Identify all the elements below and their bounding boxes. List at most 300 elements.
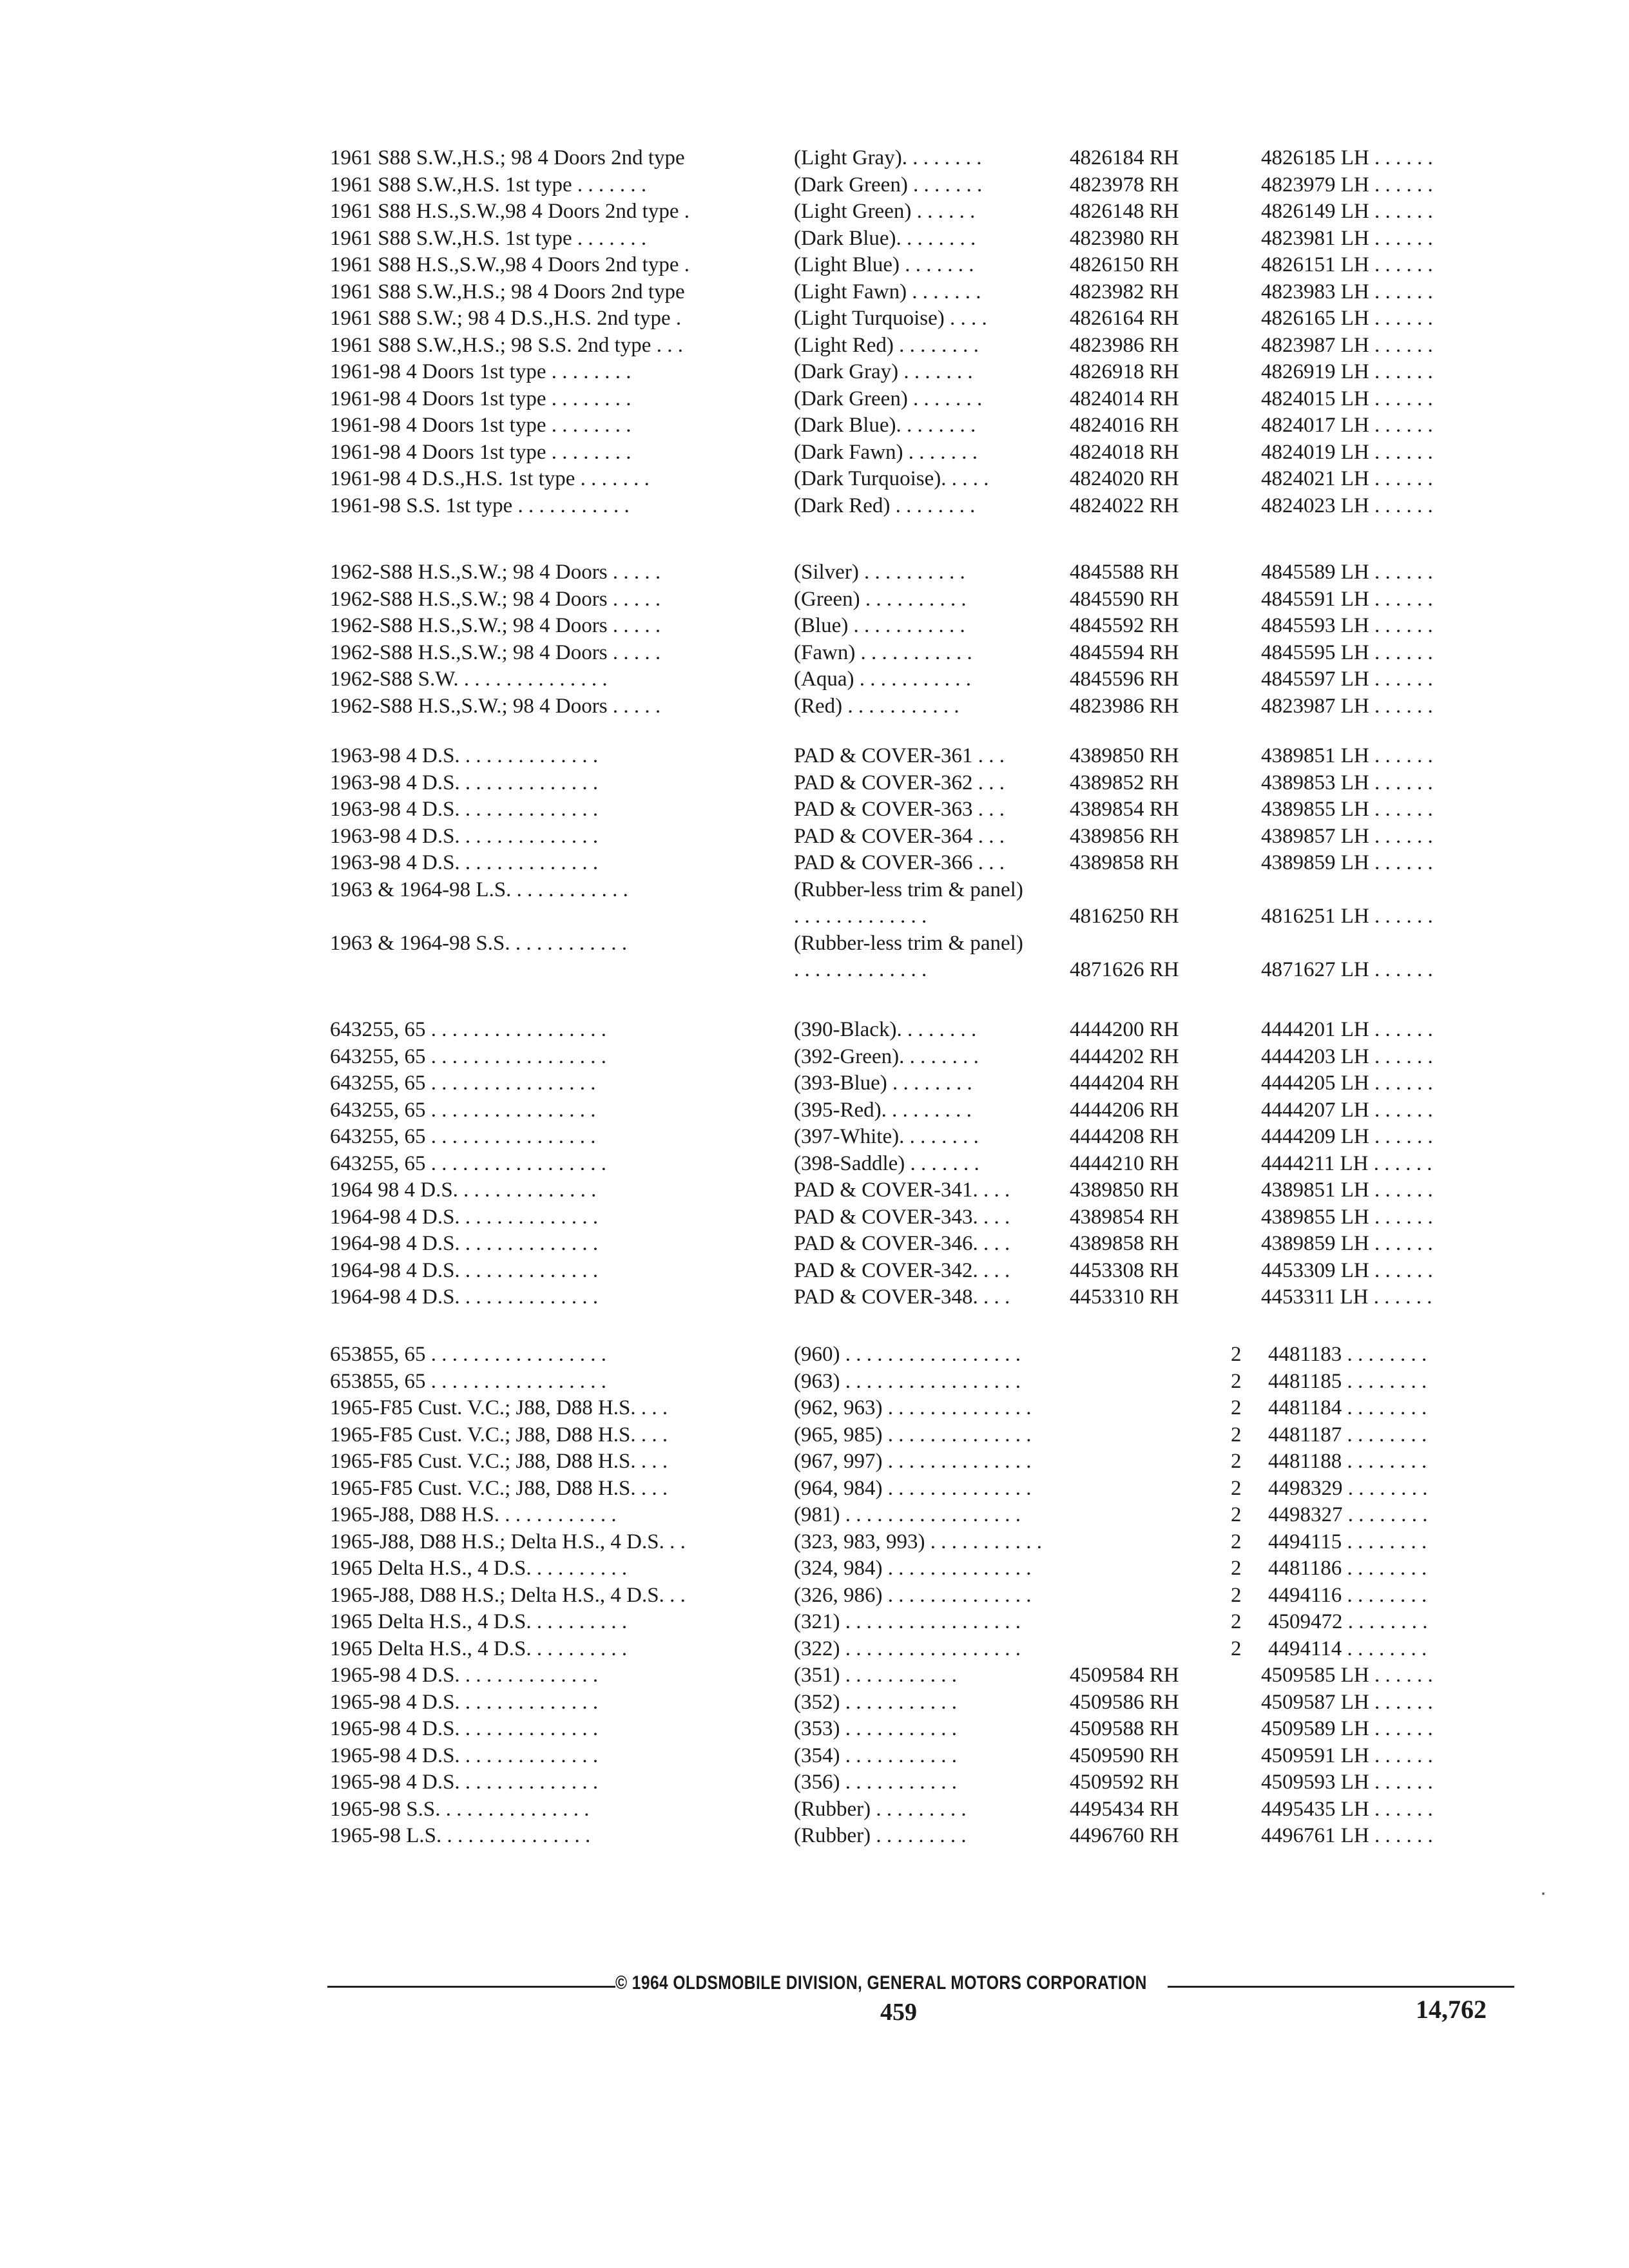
- quantity-cell: 2: [1231, 1530, 1242, 1553]
- list-item: [0, 1662, 1629, 1689]
- lh-part-cell: 4389855 LH . . . . . .: [1261, 1205, 1433, 1229]
- application-cell: 1961 S88 S.W.,H.S. 1st type . . . . . . .: [330, 226, 647, 250]
- application-cell: 1965-J88, D88 H.S. . . . . . . . . . . .: [330, 1503, 617, 1526]
- rh-part-cell: 4453310 RH: [1070, 1285, 1179, 1309]
- application-cell: 1961 S88 S.W.,H.S. 1st type . . . . . . .: [330, 173, 647, 197]
- footer-copyright: © 1964 OLDSMOBILE DIVISION, GENERAL MOTORS CORPORATION: [615, 1972, 1147, 1994]
- list-item: [0, 1555, 1629, 1582]
- part-number-cell: 4498329 . . . . . . . .: [1268, 1476, 1428, 1500]
- list-item: [0, 1341, 1629, 1369]
- rh-part-cell: 4444204 RH: [1070, 1072, 1179, 1095]
- rh-part-cell: 4509584 RH: [1070, 1664, 1179, 1687]
- application-cell: 1965-F85 Cust. V.C.; J88, D88 H.S. . . .: [330, 1476, 668, 1500]
- lh-part-cell: 4823981 LH . . . . . .: [1261, 226, 1433, 250]
- lh-part-cell: 4816251 LH . . . . . .: [1261, 905, 1433, 928]
- lh-part-cell: 4444211 LH . . . . . .: [1261, 1151, 1432, 1175]
- list-item: [0, 359, 1629, 386]
- list-item: [0, 743, 1629, 770]
- rh-part-cell: 4826148 RH: [1070, 200, 1179, 223]
- list-item: [0, 1422, 1629, 1449]
- application-cell: 643255, 65 . . . . . . . . . . . . . . . . .: [330, 1018, 606, 1041]
- list-item: [0, 466, 1629, 493]
- description-cell: (Silver) . . . . . . . . . .: [794, 561, 965, 584]
- description-cell: PAD & COVER-346. . . .: [794, 1232, 1010, 1255]
- lh-part-cell: 4496761 LH . . . . . .: [1261, 1824, 1433, 1847]
- rh-part-cell: 4824022 RH: [1070, 494, 1179, 517]
- description-cell: (395-Red). . . . . . . . .: [794, 1098, 972, 1122]
- application-cell: 1965-98 4 D.S. . . . . . . . . . . . . .: [330, 1664, 599, 1687]
- list-item: [0, 693, 1629, 720]
- application-cell: 1961-98 S.S. 1st type . . . . . . . . . . .: [330, 494, 630, 517]
- description-cell: (354) . . . . . . . . . . .: [794, 1744, 957, 1767]
- list-item: [0, 1231, 1629, 1258]
- description-cell: (392-Green). . . . . . . .: [794, 1044, 979, 1068]
- part-number-cell: 4494116 . . . . . . . .: [1268, 1583, 1427, 1607]
- stray-mark: [1542, 1892, 1545, 1895]
- rh-part-cell: 4845596 RH: [1070, 668, 1179, 691]
- list-item: [0, 1502, 1629, 1529]
- list-item: [0, 586, 1629, 613]
- list-item: [0, 1796, 1629, 1823]
- application-cell: 653855, 65 . . . . . . . . . . . . . . . . .: [330, 1343, 606, 1366]
- application-cell: 1964-98 4 D.S. . . . . . . . . . . . . .: [330, 1285, 599, 1309]
- lh-part-cell: 4444203 LH . . . . . .: [1261, 1044, 1433, 1068]
- lh-part-cell: 4444201 LH . . . . . .: [1261, 1018, 1433, 1041]
- application-cell: 643255, 65 . . . . . . . . . . . . . . . . .: [330, 1151, 606, 1175]
- description-cell: (Light Gray). . . . . . . .: [794, 146, 982, 169]
- description-cell: (323, 983, 993) . . . . . . . . . . .: [794, 1530, 1042, 1553]
- rh-part-cell: 4444202 RH: [1070, 1044, 1179, 1068]
- list-item: [0, 1769, 1629, 1796]
- application-cell: 1961-98 4 Doors 1st type . . . . . . . .: [330, 387, 631, 410]
- rh-part-cell: 4389850 RH: [1070, 1178, 1179, 1202]
- rh-part-cell: 4826164 RH: [1070, 307, 1179, 330]
- description-cell: (Rubber-less trim & panel): [794, 931, 1023, 955]
- application-cell: 1965 Delta H.S., 4 D.S. . . . . . . . . .: [330, 1610, 628, 1633]
- rh-part-cell: 4444206 RH: [1070, 1098, 1179, 1122]
- description-cell: PAD & COVER-343. . . .: [794, 1205, 1010, 1229]
- lh-part-cell: 4845597 LH . . . . . .: [1261, 668, 1433, 691]
- rh-part-cell: 4823986 RH: [1070, 333, 1179, 357]
- application-cell: 1961-98 4 Doors 1st type . . . . . . . .: [330, 440, 631, 464]
- lh-part-cell: 4495435 LH . . . . . .: [1261, 1797, 1433, 1821]
- application-cell: 1965-F85 Cust. V.C.; J88, D88 H.S. . . .: [330, 1396, 668, 1419]
- application-cell: 1961 S88 S.W.,H.S.; 98 4 Doors 2nd type: [330, 280, 685, 303]
- description-cell: (965, 985) . . . . . . . . . . . . . .: [794, 1423, 1032, 1446]
- rh-part-cell: 4444208 RH: [1070, 1125, 1179, 1148]
- list-item: [0, 1823, 1629, 1850]
- description-cell: (Green) . . . . . . . . . .: [794, 587, 967, 611]
- list-item: [0, 1743, 1629, 1770]
- description-cell: (352) . . . . . . . . . . .: [794, 1690, 957, 1714]
- lh-part-cell: 4826151 LH . . . . . .: [1261, 253, 1433, 276]
- application-cell: 1962-S88 H.S.,S.W.; 98 4 Doors . . . . .: [330, 640, 661, 664]
- description-cell: (Dark Green) . . . . . . .: [794, 387, 983, 410]
- rh-part-cell: 4823980 RH: [1070, 226, 1179, 250]
- rh-part-cell: 4823978 RH: [1070, 173, 1179, 197]
- list-item: [0, 1204, 1629, 1231]
- lh-part-cell: 4389851 LH . . . . . .: [1261, 1178, 1433, 1202]
- application-cell: 1965-J88, D88 H.S.; Delta H.S., 4 D.S. . .: [330, 1530, 686, 1553]
- list-item: [0, 172, 1629, 199]
- rh-part-cell: 4816250 RH: [1070, 905, 1179, 928]
- rh-part-cell: 4826918 RH: [1070, 360, 1179, 383]
- list-item: [0, 640, 1629, 667]
- description-cell: (Dark Fawn) . . . . . . .: [794, 440, 978, 464]
- rh-part-cell: 4823982 RH: [1070, 280, 1179, 303]
- lh-part-cell: 4509591 LH . . . . . .: [1261, 1744, 1433, 1767]
- lh-part-cell: 4824017 LH . . . . . .: [1261, 414, 1433, 437]
- list-item: [0, 1395, 1629, 1422]
- description-cell: (353) . . . . . . . . . . .: [794, 1717, 957, 1740]
- list-item: [0, 1124, 1629, 1151]
- lh-part-cell: 4845589 LH . . . . . .: [1261, 561, 1433, 584]
- list-item: [0, 1151, 1629, 1178]
- application-cell: 1961-98 4 D.S.,H.S. 1st type . . . . . . .: [330, 467, 650, 490]
- quantity-cell: 2: [1231, 1583, 1242, 1607]
- application-cell: 1963-98 4 D.S. . . . . . . . . . . . . .: [330, 851, 599, 874]
- part-number-cell: 4481183 . . . . . . . .: [1268, 1343, 1427, 1366]
- application-cell: 1961 S88 S.W.,H.S.; 98 4 Doors 2nd type: [330, 146, 685, 169]
- lh-part-cell: 4824023 LH . . . . . .: [1261, 494, 1433, 517]
- description-cell: (960) . . . . . . . . . . . . . . . . .: [794, 1343, 1021, 1366]
- application-cell: 1963 & 1964-98 S.S. . . . . . . . . . . .: [330, 931, 628, 955]
- description-cell: (981) . . . . . . . . . . . . . . . . .: [794, 1503, 1021, 1526]
- lh-part-cell: 4453311 LH . . . . . .: [1261, 1285, 1432, 1309]
- application-cell: 1963 & 1964-98 L.S. . . . . . . . . . . .: [330, 878, 628, 901]
- application-cell: 1961 S88 H.S.,S.W.,98 4 Doors 2nd type .: [330, 253, 689, 276]
- lh-part-cell: 4389855 LH . . . . . .: [1261, 798, 1433, 821]
- part-number-cell: 4498327 . . . . . . . .: [1268, 1503, 1428, 1526]
- application-cell: 643255, 65 . . . . . . . . . . . . . . . .: [330, 1072, 596, 1095]
- description-cell: (964, 984) . . . . . . . . . . . . . .: [794, 1476, 1032, 1500]
- description-cell: PAD & COVER-364 . . .: [794, 824, 1005, 848]
- part-number-cell: 4494115 . . . . . . . .: [1268, 1530, 1427, 1553]
- application-cell: 1961 S88 H.S.,S.W.,98 4 Doors 2nd type .: [330, 200, 689, 223]
- description-cell: (967, 997) . . . . . . . . . . . . . .: [794, 1450, 1032, 1473]
- rh-part-cell: 4845594 RH: [1070, 640, 1179, 664]
- rh-part-cell: 4871626 RH: [1070, 958, 1179, 981]
- quantity-cell: 2: [1231, 1610, 1242, 1633]
- application-cell: 1964-98 4 D.S. . . . . . . . . . . . . .: [330, 1258, 599, 1282]
- lh-part-cell: 4845593 LH . . . . . .: [1261, 614, 1433, 637]
- lh-part-cell: 4826149 LH . . . . . .: [1261, 200, 1433, 223]
- parts-group: [0, 1017, 1629, 1311]
- application-cell: 1964-98 4 D.S. . . . . . . . . . . . . .: [330, 1232, 599, 1255]
- list-item: [0, 930, 1629, 957]
- rh-part-cell: 4495434 RH: [1070, 1797, 1179, 1821]
- lh-part-cell: 4823987 LH . . . . . .: [1261, 694, 1433, 718]
- rh-part-cell: 4453308 RH: [1070, 1258, 1179, 1282]
- rh-part-cell: 4389850 RH: [1070, 744, 1179, 767]
- description-cell: (Light Red) . . . . . . . .: [794, 333, 979, 357]
- part-number-cell: 4481186 . . . . . . . .: [1268, 1557, 1427, 1580]
- description-cell: (Rubber-less trim & panel): [794, 878, 1023, 901]
- list-item: [0, 1097, 1629, 1124]
- description-cell: (356) . . . . . . . . . . .: [794, 1771, 957, 1794]
- description-cell: PAD & COVER-348. . . .: [794, 1285, 1010, 1309]
- lh-part-cell: 4823983 LH . . . . . .: [1261, 280, 1433, 303]
- description-cell: (Rubber) . . . . . . . . .: [794, 1797, 967, 1821]
- footer-rule-left: [327, 1986, 615, 1988]
- parts-group: [0, 145, 1629, 519]
- rh-part-cell: 4845592 RH: [1070, 614, 1179, 637]
- list-item: [0, 1636, 1629, 1663]
- rh-part-cell: 4444210 RH: [1070, 1151, 1179, 1175]
- list-item: [0, 1609, 1629, 1636]
- description-cell: (Dark Green) . . . . . . .: [794, 173, 983, 197]
- application-cell: 1965 Delta H.S., 4 D.S. . . . . . . . . .: [330, 1557, 628, 1580]
- description-cell: (Red) . . . . . . . . . . .: [794, 694, 959, 718]
- description-cell: (393-Blue) . . . . . . . .: [794, 1072, 972, 1095]
- application-cell: 1962-S88 H.S.,S.W.; 98 4 Doors . . . . .: [330, 561, 661, 584]
- application-cell: 1964 98 4 D.S. . . . . . . . . . . . . .: [330, 1178, 597, 1202]
- quantity-cell: 2: [1231, 1450, 1242, 1473]
- lh-part-cell: 4826919 LH . . . . . .: [1261, 360, 1433, 383]
- lh-part-cell: 4824019 LH . . . . . .: [1261, 440, 1433, 464]
- list-item: [0, 1529, 1629, 1556]
- lh-part-cell: 4444205 LH . . . . . .: [1261, 1072, 1433, 1095]
- description-cell: (Fawn) . . . . . . . . . . .: [794, 640, 972, 664]
- list-item: [0, 1070, 1629, 1097]
- description-cell: (Dark Blue). . . . . . . .: [794, 414, 976, 437]
- description-cell: (324, 984) . . . . . . . . . . . . . .: [794, 1557, 1032, 1580]
- list-item: [0, 145, 1629, 172]
- quantity-cell: 2: [1231, 1557, 1242, 1580]
- description-cell: (321) . . . . . . . . . . . . . . . . .: [794, 1610, 1021, 1633]
- part-number-cell: 4481187 . . . . . . . .: [1268, 1423, 1427, 1446]
- application-cell: 1965-F85 Cust. V.C.; J88, D88 H.S. . . .: [330, 1423, 668, 1446]
- description-cell: . . . . . . . . . . . . .: [794, 958, 927, 981]
- description-cell: (Aqua) . . . . . . . . . . .: [794, 668, 971, 691]
- list-item: [0, 1448, 1629, 1475]
- reference-number: 14,762: [1416, 1995, 1487, 2024]
- application-cell: 1963-98 4 D.S. . . . . . . . . . . . . .: [330, 824, 599, 848]
- rh-part-cell: 4389856 RH: [1070, 824, 1179, 848]
- application-cell: 1965-98 L.S. . . . . . . . . . . . . . .: [330, 1824, 591, 1847]
- rh-part-cell: 4824014 RH: [1070, 387, 1179, 410]
- application-cell: 1965-98 4 D.S. . . . . . . . . . . . . .: [330, 1717, 599, 1740]
- description-cell: (Light Green) . . . . . .: [794, 200, 976, 223]
- footer-rule-right: [1168, 1986, 1514, 1988]
- description-cell: (Light Fawn) . . . . . . .: [794, 280, 981, 303]
- description-cell: PAD & COVER-341. . . .: [794, 1178, 1010, 1202]
- list-item: [0, 1716, 1629, 1743]
- description-cell: (Dark Gray) . . . . . . .: [794, 360, 973, 383]
- list-item: [0, 439, 1629, 466]
- list-item: [0, 559, 1629, 586]
- quantity-cell: 2: [1231, 1369, 1242, 1393]
- application-cell: 1961 S88 S.W.,H.S.; 98 S.S. 2nd type . . .: [330, 333, 683, 357]
- list-item: [0, 1177, 1629, 1204]
- list-item: [0, 1475, 1629, 1503]
- quantity-cell: 2: [1231, 1423, 1242, 1446]
- application-cell: 643255, 65 . . . . . . . . . . . . . . . .: [330, 1098, 596, 1122]
- description-cell: PAD & COVER-361 . . .: [794, 744, 1005, 767]
- list-item: [0, 1582, 1629, 1610]
- rh-part-cell: 4389858 RH: [1070, 851, 1179, 874]
- description-cell: PAD & COVER-362 . . .: [794, 771, 1005, 794]
- lh-part-cell: 4823979 LH . . . . . .: [1261, 173, 1433, 197]
- lh-part-cell: 4389859 LH . . . . . .: [1261, 1232, 1433, 1255]
- list-item: [0, 1258, 1629, 1285]
- lh-part-cell: 4453309 LH . . . . . .: [1261, 1258, 1433, 1282]
- application-cell: 1961 S88 S.W.; 98 4 D.S.,H.S. 2nd type .: [330, 307, 682, 330]
- description-cell: PAD & COVER-363 . . .: [794, 798, 1005, 821]
- description-cell: (Rubber) . . . . . . . . .: [794, 1824, 967, 1847]
- rh-part-cell: 4509590 RH: [1070, 1744, 1179, 1767]
- rh-part-cell: 4824020 RH: [1070, 467, 1179, 490]
- application-cell: 1962-S88 S.W. . . . . . . . . . . . . . .: [330, 668, 608, 691]
- application-cell: 1964-98 4 D.S. . . . . . . . . . . . . .: [330, 1205, 599, 1229]
- quantity-cell: 2: [1231, 1396, 1242, 1419]
- list-item: [0, 823, 1629, 850]
- list-item: [0, 957, 1629, 984]
- quantity-cell: 2: [1231, 1343, 1242, 1366]
- rh-part-cell: 4509588 RH: [1070, 1717, 1179, 1740]
- description-cell: (Dark Red) . . . . . . . .: [794, 494, 976, 517]
- list-item: [0, 412, 1629, 439]
- list-item: [0, 1284, 1629, 1311]
- lh-part-cell: 4509593 LH . . . . . .: [1261, 1771, 1433, 1794]
- description-cell: (963) . . . . . . . . . . . . . . . . .: [794, 1369, 1021, 1393]
- rh-part-cell: 4389854 RH: [1070, 1205, 1179, 1229]
- lh-part-cell: 4845595 LH . . . . . .: [1261, 640, 1433, 664]
- parts-group: [0, 1341, 1629, 1850]
- description-cell: (Blue) . . . . . . . . . . .: [794, 614, 965, 637]
- description-cell: (351) . . . . . . . . . . .: [794, 1664, 957, 1687]
- rh-part-cell: 4824016 RH: [1070, 414, 1179, 437]
- lh-part-cell: 4845591 LH . . . . . .: [1261, 587, 1433, 611]
- page-number: 459: [880, 1999, 917, 2026]
- rh-part-cell: 4389854 RH: [1070, 798, 1179, 821]
- application-cell: 1963-98 4 D.S. . . . . . . . . . . . . .: [330, 744, 599, 767]
- lh-part-cell: 4389851 LH . . . . . .: [1261, 744, 1433, 767]
- lh-part-cell: 4823987 LH . . . . . .: [1261, 333, 1433, 357]
- application-cell: 1965-98 4 D.S. . . . . . . . . . . . . .: [330, 1771, 599, 1794]
- application-cell: 1965-98 4 D.S. . . . . . . . . . . . . .: [330, 1744, 599, 1767]
- application-cell: 1961-98 4 Doors 1st type . . . . . . . .: [330, 414, 631, 437]
- application-cell: 1963-98 4 D.S. . . . . . . . . . . . . .: [330, 771, 599, 794]
- description-cell: (Dark Turquoise). . . . .: [794, 467, 989, 490]
- application-cell: 1963-98 4 D.S. . . . . . . . . . . . . .: [330, 798, 599, 821]
- description-cell: (397-White). . . . . . . .: [794, 1125, 979, 1148]
- lh-part-cell: 4389859 LH . . . . . .: [1261, 851, 1433, 874]
- application-cell: 653855, 65 . . . . . . . . . . . . . . . . .: [330, 1369, 606, 1393]
- description-cell: (398-Saddle) . . . . . . .: [794, 1151, 979, 1175]
- rh-part-cell: 4444200 RH: [1070, 1018, 1179, 1041]
- application-cell: 1965-98 4 D.S. . . . . . . . . . . . . .: [330, 1690, 599, 1714]
- application-cell: 643255, 65 . . . . . . . . . . . . . . . .: [330, 1125, 596, 1148]
- list-item: [0, 796, 1629, 823]
- list-item: [0, 613, 1629, 640]
- rh-part-cell: 4824018 RH: [1070, 440, 1179, 464]
- rh-part-cell: 4389858 RH: [1070, 1232, 1179, 1255]
- lh-part-cell: 4826165 LH . . . . . .: [1261, 307, 1433, 330]
- application-cell: 1962-S88 H.S.,S.W.; 98 4 Doors . . . . .: [330, 587, 661, 611]
- description-cell: (Light Blue) . . . . . . .: [794, 253, 974, 276]
- application-cell: 1965 Delta H.S., 4 D.S. . . . . . . . . .: [330, 1637, 628, 1660]
- application-cell: 1965-98 S.S. . . . . . . . . . . . . . .: [330, 1797, 590, 1821]
- part-number-cell: 4509472 . . . . . . . .: [1268, 1610, 1428, 1633]
- list-item: [0, 850, 1629, 877]
- rh-part-cell: 4845588 RH: [1070, 561, 1179, 584]
- list-item: [0, 226, 1629, 253]
- lh-part-cell: 4871627 LH . . . . . .: [1261, 958, 1433, 981]
- description-cell: (326, 986) . . . . . . . . . . . . . .: [794, 1583, 1032, 1607]
- list-item: [0, 252, 1629, 279]
- parts-group: [0, 559, 1629, 720]
- lh-part-cell: 4509589 LH . . . . . .: [1261, 1717, 1433, 1740]
- lh-part-cell: 4826185 LH . . . . . .: [1261, 146, 1433, 169]
- application-cell: 1965-F85 Cust. V.C.; J88, D88 H.S. . . .: [330, 1450, 668, 1473]
- rh-part-cell: 4496760 RH: [1070, 1824, 1179, 1847]
- list-item: [0, 1044, 1629, 1071]
- lh-part-cell: 4509587 LH . . . . . .: [1261, 1690, 1433, 1714]
- list-item: [0, 1369, 1629, 1396]
- list-item: [0, 198, 1629, 226]
- part-number-cell: 4481184 . . . . . . . .: [1268, 1396, 1427, 1419]
- description-cell: PAD & COVER-366 . . .: [794, 851, 1005, 874]
- description-cell: . . . . . . . . . . . . .: [794, 905, 927, 928]
- rh-part-cell: 4845590 RH: [1070, 587, 1179, 611]
- lh-part-cell: 4824015 LH . . . . . .: [1261, 387, 1433, 410]
- lh-part-cell: 4824021 LH . . . . . .: [1261, 467, 1433, 490]
- quantity-cell: 2: [1231, 1476, 1242, 1500]
- list-item: [0, 493, 1629, 520]
- application-cell: 1961-98 4 Doors 1st type . . . . . . . .: [330, 360, 631, 383]
- lh-part-cell: 4444207 LH . . . . . .: [1261, 1098, 1433, 1122]
- list-item: [0, 332, 1629, 360]
- part-number-cell: 4481185 . . . . . . . .: [1268, 1369, 1427, 1393]
- rh-part-cell: 4826184 RH: [1070, 146, 1179, 169]
- lh-part-cell: 4389853 LH . . . . . .: [1261, 771, 1433, 794]
- description-cell: (390-Black). . . . . . . .: [794, 1018, 977, 1041]
- quantity-cell: 2: [1231, 1637, 1242, 1660]
- list-item: [0, 666, 1629, 693]
- application-cell: 1962-S88 H.S.,S.W.; 98 4 Doors . . . . .: [330, 694, 661, 718]
- description-cell: (Dark Blue). . . . . . . .: [794, 226, 976, 250]
- list-item: [0, 305, 1629, 332]
- list-item: [0, 877, 1629, 904]
- list-item: [0, 1689, 1629, 1716]
- rh-part-cell: 4509592 RH: [1070, 1771, 1179, 1794]
- application-cell: 1965-J88, D88 H.S.; Delta H.S., 4 D.S. . .: [330, 1583, 686, 1607]
- list-item: [0, 279, 1629, 306]
- parts-group: [0, 743, 1629, 984]
- list-item: [0, 903, 1629, 930]
- application-cell: 1962-S88 H.S.,S.W.; 98 4 Doors . . . . .: [330, 614, 661, 637]
- list-item: [0, 1017, 1629, 1044]
- application-cell: 643255, 65 . . . . . . . . . . . . . . . . .: [330, 1044, 606, 1068]
- rh-part-cell: 4823986 RH: [1070, 694, 1179, 718]
- rh-part-cell: 4509586 RH: [1070, 1690, 1179, 1714]
- description-cell: (322) . . . . . . . . . . . . . . . . .: [794, 1637, 1021, 1660]
- rh-part-cell: 4826150 RH: [1070, 253, 1179, 276]
- lh-part-cell: 4444209 LH . . . . . .: [1261, 1125, 1433, 1148]
- rh-part-cell: 4389852 RH: [1070, 771, 1179, 794]
- description-cell: (Light Turquoise) . . . .: [794, 307, 987, 330]
- list-item: [0, 770, 1629, 797]
- lh-part-cell: 4509585 LH . . . . . .: [1261, 1664, 1433, 1687]
- description-cell: (962, 963) . . . . . . . . . . . . . .: [794, 1396, 1032, 1419]
- part-number-cell: 4494114 . . . . . . . .: [1268, 1637, 1427, 1660]
- list-item: [0, 386, 1629, 413]
- quantity-cell: 2: [1231, 1503, 1242, 1526]
- part-number-cell: 4481188 . . . . . . . .: [1268, 1450, 1427, 1473]
- lh-part-cell: 4389857 LH . . . . . .: [1261, 824, 1433, 848]
- description-cell: PAD & COVER-342. . . .: [794, 1258, 1010, 1282]
